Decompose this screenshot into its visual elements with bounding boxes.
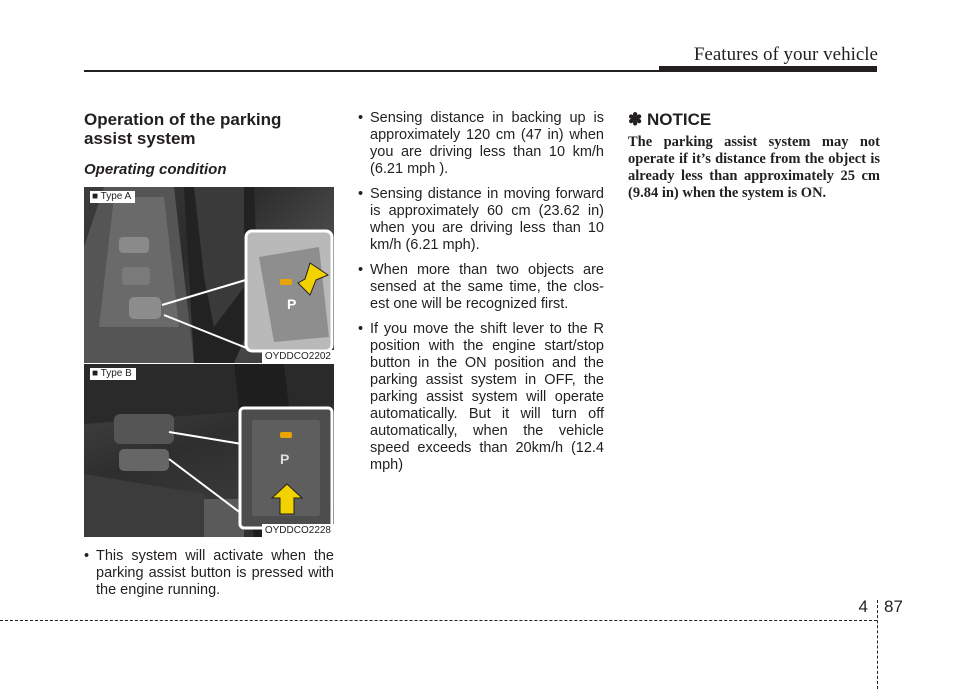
list-item: • When more than two objects are sensed at the same time, the closest one will be recognized first. — [358, 262, 604, 313]
notice-title: ✽ NOTICE — [628, 110, 712, 129]
header-rule — [84, 70, 659, 72]
list-item: • This system will activate when the parking assist button is pressed with the engine running. — [84, 548, 334, 599]
chapter-number: 4 — [858, 597, 868, 616]
list-item: • Sensing distance in moving forward is approximately 60 cm (23.62 in) when you are driving less than 10 km/h (6.21 mph). — [358, 186, 604, 254]
page-header-title: Features of your vehicle — [693, 44, 878, 65]
indicator-lamp-icon — [280, 432, 292, 438]
svg-text:P: P — [287, 296, 297, 312]
column-right — [628, 110, 880, 202]
section-subtitle: Operating condition — [84, 161, 227, 178]
bullet-list — [358, 110, 604, 474]
column-left — [84, 110, 334, 607]
figure-type-label: ■ Type B — [90, 368, 136, 380]
notice-body: The parking assist system may not operate if it’s distance from the object is already less than approximately 25 cm (9.84 in) when the system is ON. — [628, 134, 880, 201]
svg-text:P: P — [280, 451, 290, 467]
list-item: • If you move the shift lever to the R position with the engine start/stop button in the ON position and the parking assist system in OFF, the parking assist system will operate automatically. But it will turn off automatically, when the vehicle speed exceeds than 20km/h (12.4 mph) — [358, 321, 604, 474]
footer-rule — [0, 620, 877, 621]
list-item: • Sensing distance in backing up is approximately 120 cm (47 in) when you are driving less than 10 km/h (6.21 mph ). — [358, 110, 604, 178]
figure-type-b — [84, 363, 334, 537]
indicator-lamp-icon — [280, 279, 292, 285]
header-rule-accent — [659, 66, 877, 72]
figure-code: OYDDCO2228 — [262, 524, 334, 537]
footer-divider — [877, 600, 878, 689]
bullet-list — [84, 548, 334, 599]
gear-shifter-illustration — [84, 187, 334, 363]
dashboard-switch-illustration — [84, 364, 334, 537]
page-number: 87 — [884, 597, 903, 616]
figure-type-a — [84, 187, 334, 363]
figure-code: OYDDCO2202 — [262, 350, 334, 363]
column-middle — [358, 110, 604, 482]
section-title: Operation of the parking assist system — [84, 110, 282, 148]
figure-type-label: ■ Type A — [90, 191, 135, 203]
